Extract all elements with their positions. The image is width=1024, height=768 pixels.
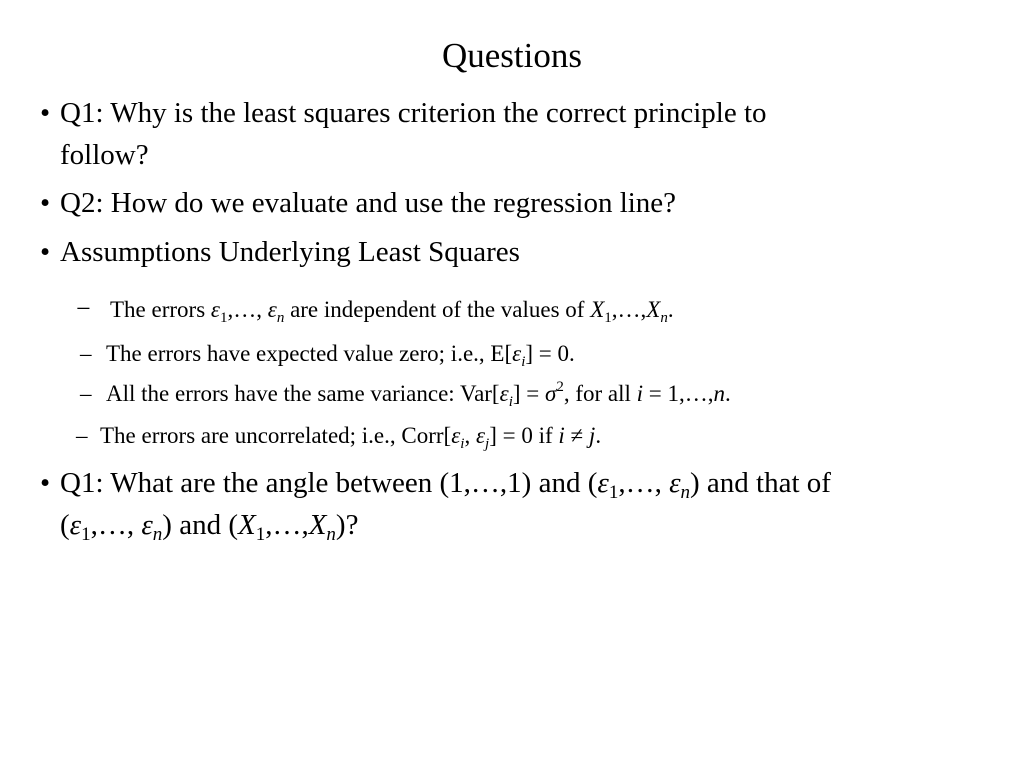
sub-item-independence bbox=[76, 294, 674, 325]
sub-item-dash: – bbox=[76, 423, 88, 448]
bullet-q1-line2: follow? bbox=[60, 139, 149, 171]
sub-item-variance bbox=[80, 379, 731, 409]
sub-item-text: The errors are uncorrelated; i.e., $Corr[\varepsilon_i$, $\varepsilon_j] = 0$ if i ≠ j. bbox=[100, 423, 602, 452]
bullet-assumptions-text: Assumptions Underlying Least Squares bbox=[60, 236, 520, 268]
bullet-assumptions bbox=[40, 231, 520, 273]
sub-item-dash: – bbox=[80, 381, 92, 406]
bullet-marker: • bbox=[40, 187, 51, 219]
bullet-q2-text: Q2: How do we evaluate and use the regression line? bbox=[60, 187, 677, 219]
bullet-q2 bbox=[40, 182, 676, 224]
sub-item-text: All the errors have the same variance: $Var[\varepsilon_i] = \sigma^2$, for all i = 1,…,n. bbox=[106, 379, 731, 410]
sub-item-expected-value bbox=[80, 339, 575, 369]
bullet-marker: • bbox=[40, 97, 51, 129]
bullet-q1-angle-line1: Q1: What are the angle between (1,…,1) and ($\varepsilon_1,\dots$, $\varepsilon_n$) and that of bbox=[60, 467, 831, 503]
slide-title: Questions bbox=[442, 36, 582, 75]
sub-item-dash: − bbox=[76, 294, 91, 323]
sub-item-text: The errors $\varepsilon_1,\dots$, $\varepsilon_n$ are independent of the values of $X_1,\dots,X_n$. bbox=[110, 297, 674, 326]
sub-item-text: The errors have expected value zero; i.e., $E[\varepsilon_i] = 0$. bbox=[106, 341, 575, 370]
sub-item-dash: – bbox=[80, 341, 92, 366]
bullet-q1-line1: Q1: Why is the least squares criterion the correct principle to bbox=[60, 97, 767, 129]
sub-item-uncorrelated bbox=[76, 421, 601, 451]
bullet-q1 bbox=[40, 92, 767, 176]
bullet-q1-angle bbox=[40, 462, 831, 546]
bullet-marker: • bbox=[40, 236, 51, 268]
bullet-q1-angle-line2: ($\varepsilon_1,\dots$, $\varepsilon_n$) and $(X_1,\dots,X_n)$? bbox=[60, 509, 359, 545]
bullet-marker: • bbox=[40, 467, 51, 499]
